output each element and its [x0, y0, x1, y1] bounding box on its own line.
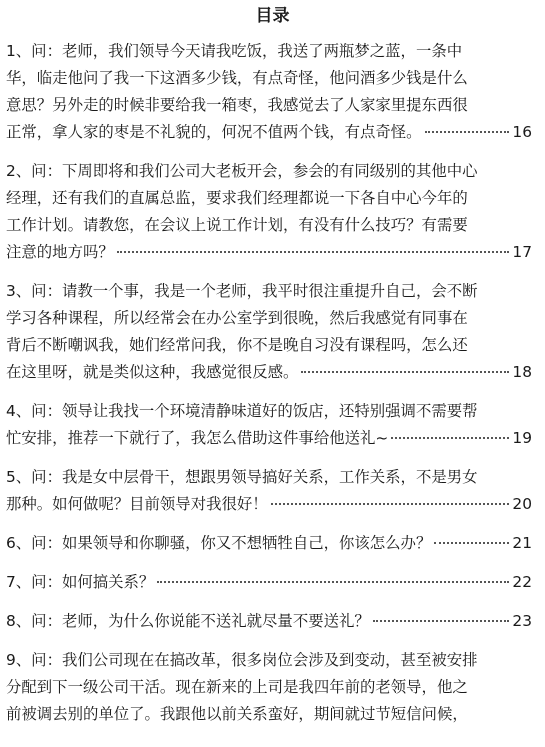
toc-entry[interactable] [6, 398, 532, 452]
toc-entry-last-line [6, 569, 532, 596]
toc-page-number: 23 [512, 612, 532, 630]
toc-entry-text [6, 398, 532, 452]
toc-entry-line: 背后不断嘲讽我，她们经常问我，你不是晚自习没有课程吗，怎么还 [6, 336, 468, 354]
toc-entry-line: 华，临走他问了我一下这酒多少钱，有点奇怪，他问酒多少钱是什么 [6, 69, 468, 87]
toc-page-number: 17 [512, 243, 532, 261]
toc-entry-line: 4、问：领导让我找一个环境清静味道好的饭店，还特别强调不需要帮 [6, 402, 478, 420]
toc-entry-line: 5、问：我是女中层骨干，想跟男领导搞好关系，工作关系，不是男女 [6, 468, 478, 486]
toc-entry-last-line [6, 491, 532, 518]
toc-entry-last-line [6, 530, 532, 557]
toc-entry-last-line [6, 359, 532, 386]
dot-leader [434, 542, 509, 544]
dot-leader [271, 503, 510, 505]
toc-entry-line: 经理，还有我们的直属总监，要求我们经理都说一下各自中心今年的 [6, 189, 468, 207]
toc-entry-line: 8、问：老师，为什么你说能不送礼就尽量不要送礼？ [6, 612, 370, 630]
toc-entry-line: 学习各种课程，所以经常会在办公室学到很晚，然后我感觉有同事在 [6, 309, 468, 327]
dot-leader [425, 131, 510, 133]
dot-leader [117, 251, 510, 253]
toc-entry[interactable] [6, 278, 532, 386]
toc-page-number: 21 [512, 534, 532, 552]
toc-entry[interactable] [6, 530, 532, 557]
toc-entry-line: 工作计划。请教您，在会议上说工作计划，有没有什么技巧？有需要 [6, 216, 468, 234]
toc-entry-text [6, 278, 532, 386]
toc-entry-text [6, 464, 532, 518]
toc-entry-text [6, 569, 532, 596]
toc-entry-text [6, 38, 532, 146]
toc-entry-line: 9、问：我们公司现在在搞改革，很多岗位会涉及到变动，甚至被安排 [6, 651, 478, 669]
toc-entry-line: 意思？另外走的时候非要给我一箱枣，我感觉去了人家家里提东西很 [6, 96, 468, 114]
dot-leader [301, 371, 509, 373]
toc-entry-text [6, 530, 532, 557]
toc-entry-line: 7、问：如何搞关系？ [6, 573, 155, 591]
toc-entry-line: 前被调去别的单位了。我跟他以前关系蛮好，期间就过节短信问候， [6, 705, 468, 723]
toc-title: 目录 [255, 6, 290, 26]
toc-entry-line: 在这里呀，就是类似这种，我感觉很反感。 [6, 363, 299, 381]
toc-entry-line: 3、问：请教一个事，我是一个老师，我平时很注重提升自己，会不断 [6, 282, 478, 300]
toc-entry-line: 分配到下一级公司干活。现在新来的上司是我四年前的老领导，他之 [6, 678, 468, 696]
toc-page-number: 20 [512, 495, 532, 513]
toc-entry-line: 6、问：如果领导和你聊骚，你又不想牺牲自己，你该怎么办？ [6, 534, 432, 552]
dot-leader [373, 620, 510, 622]
toc-entry-line: 正常，拿人家的枣是不礼貌的，何况不值两个钱，有点奇怪。 [6, 123, 422, 141]
toc-entry-last-line [6, 239, 532, 266]
toc-entry-line: 注意的地方吗？ [6, 243, 114, 261]
toc-entry[interactable] [6, 158, 532, 266]
toc-entry[interactable] [6, 569, 532, 596]
dot-leader [157, 581, 509, 583]
toc-entry-line: 那种。如何做呢？目前领导对我很好！ [6, 495, 268, 513]
toc-entry[interactable] [6, 38, 532, 146]
toc-entry-line: 2、问：下周即将和我们公司大老板开会，参会的有同级别的其他中心 [6, 162, 478, 180]
toc-entry-text [6, 608, 532, 635]
toc-entry-last-line [6, 425, 532, 452]
toc-entry[interactable] [6, 464, 532, 518]
toc-entry-text [6, 647, 532, 728]
toc-entry-last-line [6, 608, 532, 635]
toc-entry-text [6, 158, 532, 266]
toc-page-number: 19 [512, 429, 532, 447]
toc-page-number: 16 [512, 123, 532, 141]
toc-page-number: 18 [512, 363, 532, 381]
dot-leader [391, 437, 509, 439]
toc-list [0, 38, 545, 728]
toc-entry-line: 1、问：老师，我们领导今天请我吃饭，我送了两瓶梦之蓝，一条中 [6, 42, 463, 60]
toc-entry[interactable] [6, 647, 532, 728]
toc-entry-last-line [6, 119, 532, 146]
toc-page-number: 22 [512, 573, 532, 591]
toc-entry[interactable] [6, 608, 532, 635]
toc-entry-line: 忙安排，推荐一下就行了，我怎么借助这件事给他送礼~ [6, 429, 389, 447]
